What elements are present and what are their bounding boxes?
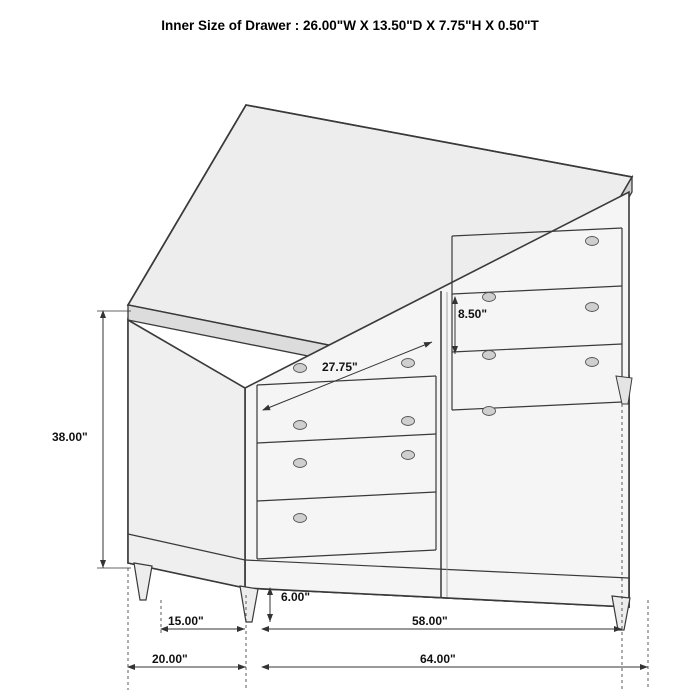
drawer-pull-icon[interactable] (586, 303, 599, 312)
leg-front-right (612, 596, 630, 630)
drawer-pull-icon[interactable] (586, 358, 599, 367)
drawer-pull-icon[interactable] (483, 293, 496, 302)
drawer-pull-icon[interactable] (294, 364, 307, 373)
page-title: Inner Size of Drawer : 26.00"W X 13.50"D X 7.75"H X 0.50"T (161, 18, 539, 33)
drawer-pull-icon[interactable] (402, 417, 415, 426)
dim-label-leg-height: 6.00" (281, 590, 311, 604)
leg-front-center (240, 586, 258, 622)
dresser-body (128, 105, 632, 630)
dim-label-height: 38.00" (52, 430, 88, 444)
drawer-pull-icon[interactable] (294, 459, 307, 468)
dim-label-64: 64.00" (420, 652, 456, 666)
drawer-pull-icon[interactable] (586, 237, 599, 246)
leg-front-left (134, 563, 152, 600)
drawer-pull-icon[interactable] (294, 421, 307, 430)
dim-label-drawer-height: 8.50" (458, 307, 488, 321)
drawer-pull-icon[interactable] (402, 359, 415, 368)
drawer-pull-icon[interactable] (294, 514, 307, 523)
drawer-pull-icon[interactable] (483, 351, 496, 360)
dim-label-58: 58.00" (412, 614, 448, 628)
dim-label-20: 20.00" (152, 652, 188, 666)
dim-label-drawer-width: 27.75" (322, 360, 358, 374)
drawer-pull-icon[interactable] (402, 451, 415, 460)
side-panel (128, 320, 245, 588)
drawer-pull-icon[interactable] (483, 407, 496, 416)
dim-label-15: 15.00" (168, 614, 204, 628)
